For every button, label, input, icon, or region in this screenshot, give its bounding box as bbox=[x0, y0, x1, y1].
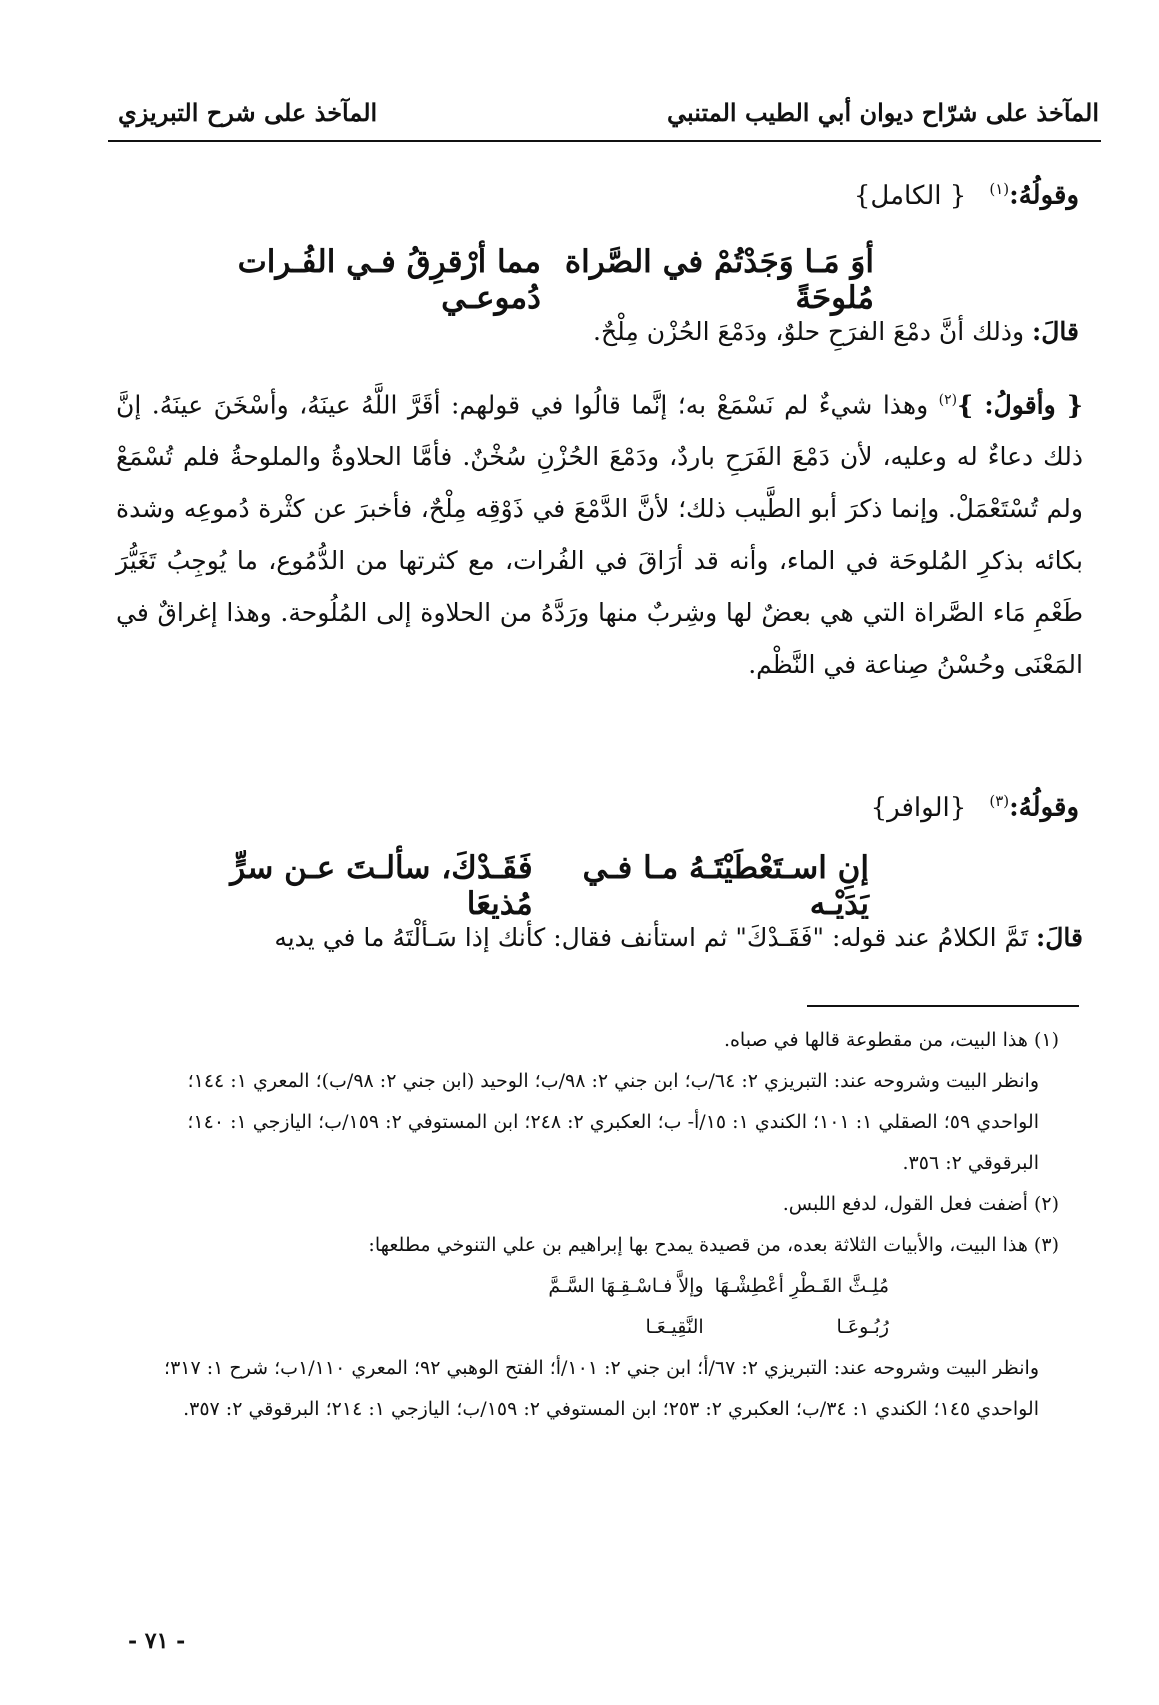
entry1-qala bbox=[120, 306, 1079, 358]
entry1-intro-label: وقولُهُ: bbox=[1009, 180, 1079, 211]
entry1-verse-second-hemistich: مما أرْقرِقُ فـي الفُـرات دُموعـي bbox=[237, 244, 541, 316]
entry1-aqul-label: { وأقولُ: } bbox=[957, 390, 1083, 420]
header-divider bbox=[108, 140, 1101, 142]
footnote-3-verse bbox=[529, 1266, 889, 1348]
entry1-verse-first-hemistich: أوَ مَـا وَجَدْتُمْ في الصَّراة مُلوحَةً bbox=[564, 244, 874, 316]
entry1-qala-label: قالَ: bbox=[1032, 317, 1079, 346]
page-number: - ٧١ - bbox=[128, 1628, 186, 1654]
footnote-3-verse-first-hemistich: مُلِـثَّ القَـطْرِ أعْطِشْـهَا رُبُـوعَـا bbox=[714, 1275, 889, 1338]
entry2-intro-label: وقولُهُ: bbox=[1009, 792, 1079, 823]
footnote-1-references: وانظر البيت وشروحه عند: التبريزي ٢: ٦٤/ب؛ ابن جني ٢: ٩٨/ب؛ الوحيد (ابن جني ٢: ٩٨/ب)؛ المعري ١: ١٤٤؛ الواحدي ٥٩؛ الصقلي ١: ١٠١؛ الكندي ١: ١٥/أ- ب؛ العكبري ٢: ٢٤٨؛ ابن المستوفي ٢: ١٥٩/ب؛ اليازجي ١: ١٤٠؛ البرقوقي ٢: ٣٥٦. bbox=[187, 1070, 1039, 1174]
entry2-verse-second-hemistich: فَقَـدْكَ، سألـتَ عـن سرٍّ مُذيعَا bbox=[230, 850, 533, 922]
header-book-title: المآخذ على شرّاح ديوان أبي الطيب المتنبي bbox=[667, 97, 1099, 127]
entry1-comment-text: وهذا شيءٌ لم نَسْمَعْ به؛ إنَّما قالُوا في قولهم: أقَرَّ اللَّهُ عينَهُ، وأسْخَنَ عينَهُ. إنَّ ذلك دعاءٌ له وعليه، لأن دَمْعَ الفَرَحِ باردٌ، ودَمْعَ الحُزْنِ سُخْنٌ. فأمَّا الحلاوةُ والملوحةُ فلم تُسْمَعْ ولم تُسْتَعْمَلْ. وإنما ذكرَ أبو الطَّيب ذلك؛ لأنَّ الدَّمْعَ في ذَوْقِه مِلْحٌ، فأخبرَ عن كثْرة دُموعِه وشدة بكائه بذكرِ المُلوحَة في الماء، وأنه قد أرَاقَ في الفُرات، مع كثرتها من الدُّمُوع، ما يُوجِبُ تَغَيُّرَ طَعْمِ مَاء الصَّراة التي هي بعضٌ لها وشِربٌ منها ورَدَّهُ من الحلاوة إلى المُلُوحة. وهذا إغراقٌ في المَعْنَى وحُسْنُ صِناعة في النَّظْم. bbox=[116, 390, 1083, 680]
footnote-1: (١) هذا البيت، من مقطوعة قالها في صباه. bbox=[723, 1029, 1059, 1051]
running-header bbox=[118, 92, 1099, 132]
entry2-note-ref: (٣) bbox=[989, 792, 1010, 810]
entry1-aqul-note-ref: (٢) bbox=[938, 392, 958, 408]
entry1-meter: { الكامل} bbox=[853, 180, 967, 211]
entry2-qala bbox=[116, 912, 1083, 964]
entry2-qala-text: تَمَّ الكلامُ عند قوله: "فَقَـدْكَ" ثم استأنف فقال: كأنك إذا سَـألْتَهُ ما في يديه bbox=[274, 923, 1029, 952]
entry2-verse-first-hemistich: إنِ اسـتَعْطَيْتَـهُ مـا فـي يَدَيْـه bbox=[582, 850, 869, 922]
footnote-2: (٢) أضفت فعل القول، لدفع اللبس. bbox=[782, 1193, 1059, 1215]
entry1-note-ref: (١) bbox=[989, 180, 1010, 198]
entry1-commentary bbox=[116, 374, 1083, 691]
entry2-qala-label: قالَ: bbox=[1036, 923, 1083, 952]
entry2-intro bbox=[120, 792, 1079, 823]
footnotes bbox=[120, 1020, 1059, 1430]
entry1-qala-text: وذلك أنَّ دمْعَ الفرَحِ حلوٌ، ودَمْعَ الحُزْن مِلْحٌ. bbox=[593, 317, 1025, 346]
footnote-3: (٣) هذا البيت، والأبيات الثلاثة بعده، من قصيدة يمدح بها إبراهيم بن علي التنوخي مطلعها: bbox=[368, 1234, 1059, 1256]
footnote-3-verse-second-hemistich: وإلاَّ فـاسْـقِـهَا السَّـمَّ النَّقِيـعَـا bbox=[548, 1275, 704, 1338]
header-section-title: المآخذ على شرح التبريزي bbox=[118, 97, 378, 127]
entry1-intro bbox=[120, 180, 1079, 211]
footnote-3-references: وانظر البيت وشروحه عند: التبريزي ٢: ٦٧/أ؛ ابن جني ٢: ١٠١/أ؛ الفتح الوهبي ٩٢؛ المعري ١/١١٠ب؛ شرح ١: ٣١٧؛ الواحدي ١٤٥؛ الكندي ١: ٣٤/ب؛ العكبري ٢: ٢٥٣؛ ابن المستوفي ٢: ١٥٩/ب؛ اليازجي ١: ٢١٤؛ البرقوقي ٢: ٣٥٧. bbox=[164, 1357, 1039, 1420]
entry2-meter: {الوافر} bbox=[870, 792, 967, 823]
footnote-divider bbox=[807, 1005, 1079, 1007]
